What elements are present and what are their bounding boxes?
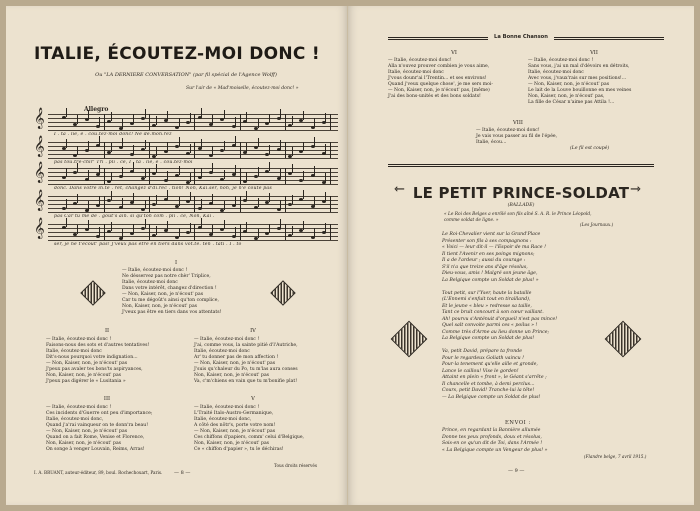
verse-number: VIII xyxy=(513,120,523,126)
staff-line xyxy=(48,118,338,119)
note-stem xyxy=(88,141,89,150)
music-staff xyxy=(34,136,338,158)
note-stem xyxy=(77,146,78,155)
note-stem xyxy=(212,225,213,234)
book-spread xyxy=(6,6,694,505)
note-stem xyxy=(77,225,78,234)
note-stem xyxy=(325,144,326,153)
note-stem xyxy=(246,222,247,231)
note-stem xyxy=(212,146,213,155)
note-stem xyxy=(190,192,191,201)
note-stem xyxy=(111,172,112,181)
verse-8: — Italie, écoutez-moi donc! Je vais vous passer au fil de l'épée, Italie, écou... xyxy=(476,128,558,145)
song-air: Sur l'air de « Mad'moiselle, écoutez-moi donc! » xyxy=(186,86,299,91)
staff-line xyxy=(48,150,338,151)
verse-7: — Italie, écoutez-moi donc ! Sans vous, j'ai un mal d'dévoirs en détroits, Italie, écoutez-moi donc Avec vous, j'vaux'rais sur mes positions!... — Non, Kaiser, non, je n'écout' pas Le lait de la Louve bouillonne en mes veines Non, Kaiser, non, je n'écout' pas, La fille de César n'aime pas Attila !... xyxy=(528,58,632,105)
note-stem xyxy=(99,165,100,174)
bar-line xyxy=(240,224,241,240)
ballad-poem: Le Roi-Chevalier vient sur la Grand'Place Présenter son fils à ses compagnons : « Voici — leur dit-il — l'Espoir de ma Race ! Il tient l'Avenir en ses poings mignons; Il a de l'ardeur ; aussi du courage : S'il n'a que treize ans d'âge résolus, Dieu-vous, amis ! Malgré son jeune âge, La Belgique compte un Soldat de plus! » Tout petit, sur l'Yser, haute la bataille (L'Ennemi s'enfuit tout en tirailland), Et le jeune « bleu » redresse sa taille, Tant ce bruit concourt à son cœur vaillant. Ah! pourvu s'Anténuit d'orgueil n'est pas mince! Quel salt convoite parmi ces « poilus » ! Comme très d'Arme au lieu donne un Prince; La Belgique compte un Soldat de plus! Va, petit David, prépare ta fronde Pour le regardeux Goliath vaincu ! Pour-la tenement qu'elle aille et gronde, Lance le caillou! Vise le gorden! Attaint en plein « front », le Géant s'arrête ; Il chancelle et tombe, à demi perclus... Cours, petit David! Tranche-lui la tête! — La Belgique compte un Soldat de plus! xyxy=(442,232,558,400)
verse-1: — Italie, écoutez-moi donc ! Ne désservez pas notre chèr' Triplice, Italie, écoutez-moi donc Dans votre intérêt, changez d'direction ! — Non, Kaiser, non, je n'écout' pas Car tu me dégoût's ainsi qu'ton complice, Non, Kaiser, non, je n'écout' pas J'veux pas être en tiers dans vos attentats! xyxy=(122,268,222,315)
note-stem xyxy=(258,229,259,238)
treble-clef-icon: 𝄞 xyxy=(34,108,45,129)
note-stem xyxy=(190,144,191,153)
note-stem xyxy=(167,190,168,199)
note-stem xyxy=(122,119,123,128)
note-stem xyxy=(99,227,100,236)
section-rule xyxy=(388,164,654,167)
staff-line xyxy=(48,208,338,209)
verse-4: — Italie, écoutez-moi donc ! J'ai, comme vous, la sainte pitié d'l'Autriche, Italie, écoutez-moi donc Ar' tu donner pas de mon affection ! — Non, Kaiser, non, je n'écout' pas J'suis qu'chaleur du Po, tu m'las aura conses Non, Kaiser, non, je n'écout' pas Va, c'm'chiens en vain que tu m'bonifie plat! xyxy=(194,337,298,384)
music-staff xyxy=(34,190,338,212)
bar-line xyxy=(194,114,195,130)
staff-line xyxy=(48,204,338,205)
note-stem xyxy=(235,196,236,205)
staff-line xyxy=(48,158,338,159)
note-stem xyxy=(122,229,123,238)
note-stem xyxy=(133,193,134,202)
bar-line xyxy=(330,224,331,240)
note-stem xyxy=(235,136,236,145)
bar-line xyxy=(240,114,241,130)
song-title: ITALIE, ÉCOUTEZ-MOI DONC ! xyxy=(34,44,320,64)
epigraph-source: (Les Journaux.) xyxy=(580,223,614,228)
note-stem xyxy=(167,111,168,120)
bar-line xyxy=(104,168,105,184)
verse-6: — Italie, écoutez-moi donc! Alla n'ouvez prouver combien je vous aime, Italie, écoutez-moi donc J'vous dounr'ai l'Trentin... et ses environs! Quand j'veux quelque chose', je me sers moi- — Non, Kaiser, non, je n'écout' pas, [même) J'ai des bons-unités et des bons soldats! xyxy=(388,58,493,99)
treble-clef-icon: 𝄞 xyxy=(34,162,45,183)
lyric-line: pas tou.tre-chir' Tri . pli . ce, I . ta . lie, é . cou.tez-moi xyxy=(54,160,193,165)
bar-line xyxy=(285,142,286,158)
note-stem xyxy=(99,196,100,205)
note-stem xyxy=(66,139,67,148)
note-stem xyxy=(280,109,281,118)
treble-clef-icon: 𝄞 xyxy=(34,218,45,239)
note-stem xyxy=(292,195,293,204)
note-stem xyxy=(179,228,180,237)
music-staff xyxy=(34,218,338,240)
ornament-icon xyxy=(391,321,428,358)
note-stem xyxy=(77,163,78,172)
right-page xyxy=(348,6,694,505)
envoi-title: ENVOI : xyxy=(505,420,531,426)
staff-line xyxy=(48,232,338,233)
note-stem xyxy=(122,198,123,207)
note-stem xyxy=(303,171,304,180)
note-stem xyxy=(314,118,315,127)
note-stem xyxy=(325,113,326,122)
verse-number: VII xyxy=(590,50,598,56)
ornament-icon xyxy=(80,280,105,305)
note-stem xyxy=(224,220,225,229)
note-stem xyxy=(303,190,304,199)
note-stem xyxy=(269,114,270,123)
note-stem xyxy=(99,117,100,126)
note-stem xyxy=(156,116,157,125)
note-stem xyxy=(212,115,213,124)
note-stem xyxy=(280,140,281,149)
note-stem xyxy=(122,138,123,147)
note-stem xyxy=(201,199,202,208)
staff-line xyxy=(48,142,338,143)
bar-line xyxy=(240,142,241,158)
ballad-subtitle: (BALLADE) xyxy=(507,203,535,208)
staff-line xyxy=(48,180,338,181)
note-stem xyxy=(99,136,100,145)
note-stem xyxy=(303,221,304,230)
bar-line xyxy=(104,114,105,130)
note-stem xyxy=(190,223,191,232)
staff-line xyxy=(48,184,338,185)
ballad-title: LE PETIT PRINCE-SOLDAT xyxy=(412,184,630,202)
staff-line xyxy=(48,236,338,237)
note-stem xyxy=(179,166,180,175)
note-stem xyxy=(235,165,236,174)
staff-line xyxy=(48,176,338,177)
bar-line xyxy=(149,168,150,184)
tempo-marking: Allegro xyxy=(84,106,109,113)
note-stem xyxy=(201,139,202,148)
note-stem xyxy=(77,194,78,203)
note-stem xyxy=(179,118,180,127)
bar-line xyxy=(149,114,150,130)
bar-line xyxy=(104,196,105,212)
bar-line xyxy=(285,168,286,184)
note-stem xyxy=(156,147,157,156)
note-stem xyxy=(212,163,213,172)
note-stem xyxy=(111,112,112,121)
note-stem xyxy=(66,218,67,227)
verse-8-note: (Le fil est coupé) xyxy=(570,146,610,151)
treble-clef-icon: 𝄞 xyxy=(34,136,45,157)
note-stem xyxy=(190,173,191,182)
running-header: La Bonne Chanson xyxy=(494,34,548,40)
bar-line xyxy=(285,114,286,130)
staff-line xyxy=(48,212,338,213)
note-stem xyxy=(258,119,259,128)
bar-line xyxy=(194,196,195,212)
rights-footer: Tous droits réservés xyxy=(274,463,317,468)
note-stem xyxy=(224,170,225,179)
note-stem xyxy=(314,197,315,206)
bar-line xyxy=(330,168,331,184)
verse-3: — Italie, écoutez-moi donc ! Ces incidents d'Guerre ont peu d'importance; Italie, écoutez-moi donc, Quand j'a'rai vainqueur on te donn'ra beau! — Non, Kaiser, non, je n'écout' pas Quand on a fait Rome, Venise et Florence, Non, Kaiser, non, je n'écout' pas On songe à venger Louvain, Reims, Arras! xyxy=(46,405,153,452)
note-stem xyxy=(111,143,112,152)
note-stem xyxy=(167,221,168,230)
note-stem xyxy=(280,219,281,228)
staff-line xyxy=(48,114,338,115)
staff-line xyxy=(48,240,338,241)
staff-line xyxy=(48,154,338,155)
envoi-poem: Prince, en regardant la Bannière allumée Donne tes yeux profonds, doux et résolus, Sois-en ce qu'un dit de Toi, dans l'Armée ! « La Belgique compte un Vengeur de plus! » xyxy=(442,428,548,453)
song-subtitle: Ou "LA DERNIERE CONVERSATION" (par fil spécial de l'Agence Wolff) xyxy=(95,72,277,78)
note-stem xyxy=(280,200,281,209)
epigraph: « Le Roi des Belges a enrôlé son fils aîné S. A. R. le Prince Léopold, comme soldat de ligne. » xyxy=(444,212,592,223)
arrow-ornament-icon: ⇽ xyxy=(394,182,405,197)
note-stem xyxy=(292,226,293,235)
note-stem xyxy=(88,201,89,210)
note-stem xyxy=(145,169,146,178)
note-stem xyxy=(133,145,134,154)
verse-number: III xyxy=(103,396,111,402)
staff-line xyxy=(48,130,338,131)
note-stem xyxy=(325,173,326,182)
note-stem xyxy=(179,137,180,146)
verse-number: IV xyxy=(250,328,256,334)
bar-line xyxy=(285,196,286,212)
bar-line xyxy=(240,168,241,184)
publisher-footer: I. A. BRUANT, auteur-éditeur, 89, boul. Rochechouart, Paris. xyxy=(34,470,163,475)
note-stem xyxy=(201,168,202,177)
note-stem xyxy=(258,138,259,147)
staff-line xyxy=(48,122,338,123)
note-stem xyxy=(224,141,225,150)
lyric-line: donc. Dans votre in.té . rêt, changez d'di.rec . tion! Non, Kai.ser, non, je n'è coute pas xyxy=(54,186,272,191)
note-stem xyxy=(145,109,146,118)
note-stem xyxy=(224,201,225,210)
note-stem xyxy=(303,142,304,151)
note-stem xyxy=(201,108,202,117)
arrow-ornament-icon: ⇾ xyxy=(630,182,641,197)
verse-2: — Italie, écoutez-moi donc ! Faisons-nous des sots et d'autres tentatives! Italie, écoutez-moi donc Dit's-nous pourquoi votre indignation... — Non, Kaiser, non, je n'écout' pas J'peux pas avaler tes bons'ts aspiryances, Non, Kaiser, non, je n'écout' pas J'peux pas digérer le « Lusitania » xyxy=(46,337,150,384)
staff-line xyxy=(48,228,338,229)
note-stem xyxy=(156,164,157,173)
note-stem xyxy=(133,114,134,123)
lyric-line: pas Car tu me dé . goût's ain. si qu'ton com . pli . ce, Non, Kai . xyxy=(54,214,215,219)
note-stem xyxy=(179,197,180,206)
bar-line xyxy=(104,142,105,158)
signature: (Flandre belge, 7 avril 1915.) xyxy=(584,454,647,459)
note-stem xyxy=(111,191,112,200)
treble-clef-icon: 𝄞 xyxy=(34,190,45,211)
page-number: — 8 — xyxy=(174,470,191,476)
bar-line xyxy=(194,168,195,184)
verse-number: V xyxy=(251,396,255,402)
staff-line xyxy=(48,168,338,169)
staff-line xyxy=(48,126,338,127)
staff-line xyxy=(48,172,338,173)
bar-line xyxy=(149,196,150,212)
bar-line xyxy=(330,114,331,130)
note-stem xyxy=(303,111,304,120)
note-stem xyxy=(167,142,168,151)
note-stem xyxy=(66,108,67,117)
note-stem xyxy=(314,228,315,237)
bar-line xyxy=(285,224,286,240)
note-stem xyxy=(77,115,78,124)
bar-line xyxy=(330,196,331,212)
note-stem xyxy=(133,162,134,171)
note-stem xyxy=(145,140,146,149)
note-stem xyxy=(258,198,259,207)
note-stem xyxy=(246,112,247,121)
note-stem xyxy=(156,226,157,235)
ornament-icon xyxy=(605,321,642,358)
note-stem xyxy=(246,143,247,152)
note-stem xyxy=(269,162,270,171)
note-stem xyxy=(280,169,281,178)
note-stem xyxy=(325,192,326,201)
note-stem xyxy=(145,219,146,228)
bar-line xyxy=(194,142,195,158)
note-stem xyxy=(269,193,270,202)
note-stem xyxy=(66,168,67,177)
note-stem xyxy=(145,200,146,209)
note-stem xyxy=(156,195,157,204)
note-stem xyxy=(314,166,315,175)
bar-line xyxy=(149,142,150,158)
bar-line xyxy=(194,224,195,240)
note-stem xyxy=(314,137,315,146)
note-stem xyxy=(88,220,89,229)
bar-line xyxy=(330,142,331,158)
note-stem xyxy=(212,194,213,203)
verse-5: — Italie, écoutez-moi donc ! L'Traité Italo-Austro-Germanique, Italie, écoutez-moi donc, A côté des nôtr's, porte votre nom! — Non, Kaiser, non, je n'écout' pas Ces chiffons d'papiers, comm' celui d'Belgique, Non, Kaiser, non, je n'écout' pas Ce « chiffon d'papier », tu le déchiras! xyxy=(194,405,305,452)
note-stem xyxy=(88,170,89,179)
staff-line xyxy=(48,146,338,147)
lyric-line: ser, je ne t'écout' pas! J'veux pas être en tiers dans vot.te. ten . tati . I . to xyxy=(54,242,242,247)
staff-line xyxy=(48,200,338,201)
note-stem xyxy=(292,147,293,156)
note-stem xyxy=(235,117,236,126)
left-page xyxy=(6,6,348,505)
staff-line xyxy=(48,224,338,225)
bar-line xyxy=(149,224,150,240)
staff-line xyxy=(48,196,338,197)
note-stem xyxy=(88,110,89,119)
ornament-icon xyxy=(270,280,295,305)
note-stem xyxy=(167,171,168,180)
verse-number: I xyxy=(174,260,178,266)
header-rule xyxy=(554,37,664,40)
note-stem xyxy=(269,145,270,154)
note-stem xyxy=(133,224,134,233)
note-stem xyxy=(111,222,112,231)
note-stem xyxy=(325,223,326,232)
lyric-line: I . ta . lie, é . cou.tez-moi donc! Ne de.mon.rez xyxy=(54,132,172,137)
note-stem xyxy=(190,113,191,122)
note-stem xyxy=(224,110,225,119)
note-stem xyxy=(235,227,236,236)
note-stem xyxy=(246,191,247,200)
note-stem xyxy=(292,116,293,125)
bar-line xyxy=(240,196,241,212)
note-stem xyxy=(258,167,259,176)
note-stem xyxy=(122,167,123,176)
bar-line xyxy=(104,224,105,240)
note-stem xyxy=(66,199,67,208)
note-stem xyxy=(246,172,247,181)
verse-number: II xyxy=(104,328,110,334)
note-stem xyxy=(269,224,270,233)
note-stem xyxy=(292,164,293,173)
page-number: — 9 — xyxy=(508,468,525,474)
note-stem xyxy=(201,218,202,227)
verse-number: VI xyxy=(451,50,457,56)
